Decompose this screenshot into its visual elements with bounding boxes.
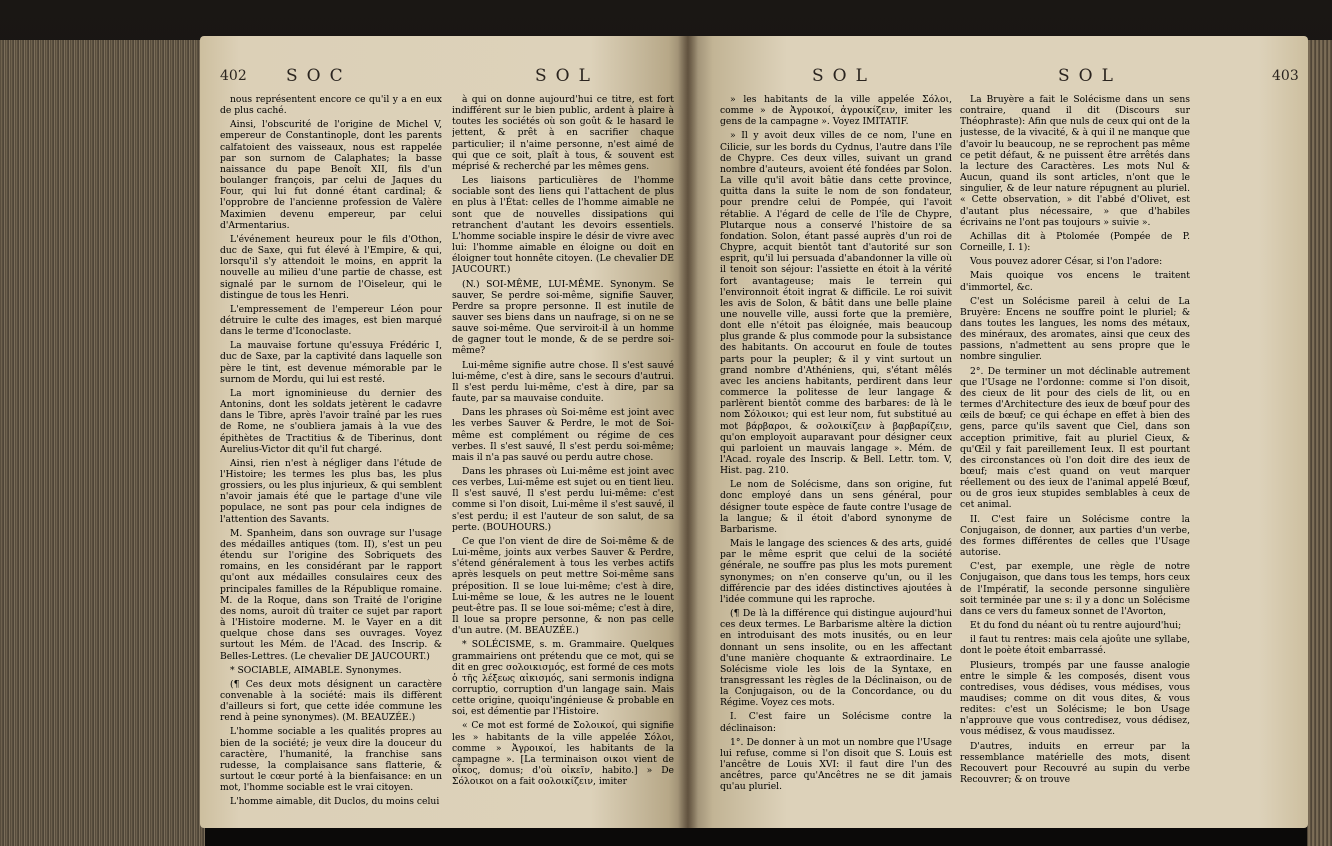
paragraph: 1°. De donner à un mot un nombre que l'Usage lui refuse, comme si l'on disoit que S. Louis est l'ancêtre de Louis XVI: il faut dire l'un des ancêtres, parce qu'Ancêtres ne se dit jamais qu'au pluriel.	[720, 736, 952, 793]
paragraph: Les liaisons particulières de l'homme sociable sont des liens qui l'attachent de plus en plus à l'État: celles de l'homme aimable ne sont que de nouvelles dissipations qui retranchent d'autant les devoirs essentiels. L'homme sociable inspire le désir de vivre avec lui: l'homme aimable en éloigne ou doit en éloigner tout honnête citoyen. (Le chevalier DE JAUCOURT.)	[452, 175, 674, 276]
paragraph: * SOLÉCISME, s. m. Grammaire. Quelques grammairiens ont prétendu que ce mot, qui se dit en grec σολοικισμός, est formé de ces mots ὁ τῆς λέξεως αἰκισμός, sani sermonis indigna corruptio, corruption d'un langage sain. Mais cette origine, quoiqu'ingénieuse & probable en soi, est démentie par l'Histoire.	[452, 639, 674, 718]
right-page-number: 403	[1272, 68, 1299, 84]
right-page-column-2	[960, 94, 1190, 788]
paragraph: Le nom de Solécisme, dans son origine, fut donc employé dans un sens général, pour désigner toute espèce de faute contre l'usage de la langue; & il étoit d'abord synonyme de Barbarisme.	[720, 479, 952, 535]
paragraph: » Il y avoit deux villes de ce nom, l'une en Cilicie, sur les bords du Cydnus, l'autre dans l'île de Chypre. Ces deux villes, suivant un grand nombre d'auteurs, avoient été fondées par Solon. La ville qu'il avoit bâtie dans cette province, quitta dans la suite le nom de son fondateur, pour prendre celui de Pompée, qui l'avoit rétablie. A l'égard de celle de l'île de Chypre, Plutarque nous a conservé l'histoire de sa fondation. Solon, étant passé auprès d'un roi de Chypre, acquit bientôt tant d'autorité sur son esprit, qu'il lui persuada d'abandonner la ville où il tenoit son séjour: l'assiette en étoit à la vérité fort avantageuse; mais le terrein qui l'environnoit étoit ingrat & difficile. Le roi suivit les avis de Solon, & bâtit dans une belle plaine une nouvelle ville, aussi forte que la première, dont elle n'étoit pas éloignée, mais beaucoup plus grande & plus commode pour la subsistance des habitants. On accourut en foule de toutes parts pour la peupler; & il y vint surtout un grand nombre d'Athéniens, qui, s'étant mêlés avec les anciens habitants, perdirent dans leur commerce la politesse de leur langage & parlèrent bientôt comme des barbares: de là le nom Σόλοικοι; qui est leur nom, fut substitué au mot βάρβαροι, & σολοικίζειν à βαρβαρίζειν, qu'on employoit auparavant pour désigner ceux qui parloient un mauvais langage ». Mém. de l'Acad. royale des Inscrip. & Bell. Lettr. tom. V, Hist. pag. 210.	[720, 130, 952, 477]
left-header-col1: SOC	[286, 66, 352, 86]
paragraph: Plusieurs, trompés par une fausse analogie entre le simple & les composés, disent vous contredises, vous dédises, vous médises, vous maudises; comme on dit vous dites, & vous redites: c'est un Solécisme; le bon Usage n'approuve que vous contredisez, vous dédisez, vous médisez, & vous maudissez.	[960, 659, 1190, 738]
paragraph: L'homme sociable a les qualités propres au bien de la société; je veux dire la douceur du caractère, l'humanité, la franchise sans rudesse, la complaisance sans flatterie, & surtout le cœur porté à la bienfaisance: en un mot, l'homme sociable est le vrai citoyen.	[220, 726, 442, 794]
paragraph: Dans les phrases où Lui-même est joint avec ces verbes, Lui-même est sujet ou en tient lieu. Il s'est sauvé, Il s'est perdu lui-même: c'est comme si l'on disoit, Lui-même il s'est sauvé, il s'est perdu; il est l'auteur de son salut, de sa perte. (BOUHOURS.)	[452, 466, 674, 533]
paragraph: (¶ De là la différence qui distingue aujourd'hui ces deux termes. Le Barbarisme altère la diction en introduisant des mots inusités, ou en leur donnant un sens insolite, ou en les affectant d'une manière choquante & extraordinaire. Le Solécisme viole les lois de la Syntaxe, en transgressant les règles de la Déclinaison, ou de la Conjugaison, ou de la Concordance, ou du Régime. Voyez ces mots.	[720, 608, 952, 709]
paragraph: (¶ Ces deux mots désignent un caractère convenable à la société: mais ils diffèrent d'ailleurs si fort, que cette idée commune les rend à peine synonymes). (M. BEAUZÉE.)	[220, 678, 442, 724]
right-header-col2: SOL	[1058, 66, 1122, 86]
paragraph: » les habitants de la ville appelée Σόλοι, comme » de Ἀγροικοί, ἀγροικίζειν, imiter les gens de la campagne ». Voyez IMITATIF.	[720, 94, 952, 128]
right-page-column-1	[720, 94, 952, 796]
book-gutter	[678, 36, 698, 828]
left-page-column-1	[220, 94, 442, 811]
paragraph: I. C'est faire un Solécisme contre la déclinaison:	[720, 711, 952, 734]
paragraph: L'homme aimable, dit Duclos, du moins celui	[230, 796, 440, 808]
paragraph: « Ce mot est formé de Σολοικοί, qui signifie les » habitants de la ville appelée Σόλοι, comme » Ἀγροικοί, les habitants de la campagne ». [La terminaison οικοι vient de οἶκος, domus; d'où οἰκεῖν, habito.] » De Σόλοικοι on a fait σολοικίζειν, imiter	[452, 720, 674, 788]
paragraph: La mort ignominieuse du dernier des Antonins, dont les soldats jetèrent le cadavre dans le Tibre, après l'avoir traîné par les rues de Rome, ne s'oubliera jamais à la vue des épithètes de Tractitius & de Tiberinus, dont Aurelius-Victor dit qu'il fut chargé.	[220, 387, 442, 455]
right-header-col1: SOL	[812, 66, 876, 86]
paragraph: Ainsi, l'obscurité de l'origine de Michel V, empereur de Constantinople, dont les parents calfatoient des vaisseaux, nous est rappelée par son surnom de Calaphates; la basse naissance du pape Benoît XII, fils d'un boulanger françois, par celui de Jaques du Four, qui lui fut donné étant cardinal; & l'opprobre de l'ancienne profession de Valère Maximien devenu empereur, par celui d'Armentarius.	[220, 119, 442, 231]
paragraph: C'est, par exemple, une règle de notre Conjugaison, que dans tous les temps, hors ceux de l'Impératif, la seconde personne singulière soit terminée par une s: il y a donc un Solécisme dans ce vers du fameux sonnet de l'Avorton,	[960, 561, 1190, 617]
paragraph: Mais quoique vos encens le traitent d'immortel, &c.	[960, 270, 1190, 293]
paragraph: * SOCIABLE, AIMABLE. Synonymes.	[230, 664, 402, 676]
paragraph: à qui on donne aujourd'hui ce titre, est fort indifférent sur le bien public, ardent à plaire à toutes les sociétés où son goût & le hasard le jettent, & prêt à en sacrifier chaque particulier; il n'aime personne, n'est aimé de qui que ce soit, plaît à tous, & souvent est méprisé & recherché par les mêmes gens.	[452, 94, 674, 172]
paragraph: C'est un Solécisme pareil à celui de La Bruyère: Encens ne souffre point le pluriel; & dans toutes les langues, les noms des métaux, des minéraux, des aromates, ainsi que ceux des passions, n'admettent au sens propre que le nombre singulier.	[960, 295, 1190, 363]
left-page-column-2	[452, 94, 674, 790]
paragraph: Vous pouvez adorer César, si l'on l'adore:	[970, 256, 1163, 268]
paragraph: Ce que l'on vient de dire de Soi-même & de Lui-même, joints aux verbes Sauver & Perdre, s'étend généralement à tous les verbes actifs après lesquels on peut mettre Soi-même sans préposition. Il se loue lui-même; c'est à dire, Lui-même se loue, & les autres ne le louent peut-être pas. Il se loue soi-même; c'est à dire, Il loue sa propre personne, & non pas celle d'un autre. (M. BEAUZÉE.)	[452, 535, 674, 637]
left-page-edges	[0, 40, 205, 846]
paragraph: Ainsi, rien n'est à négliger dans l'étude de l'Histoire; les termes les plus bas, les plus grossiers, ou les plus injurieux, & qui semblent n'avoir jamais été que le partage d'une vile populace, ne sont pas pour cela indignes de l'attention des Savants.	[220, 457, 442, 525]
paragraph: La Bruyère a fait le Solécisme dans un sens contraire, quand il dit (Discours sur Théophraste): Afin que nuls de ceux qui ont de la justesse, de la vivacité, & à qui il ne manque que d'avoir lu beaucoup, ne se reprochent pas même ce petit défaut, & ne puissent être arrêtés dans la lecture des Caractères. Les mots Nul & Aucun, quand ils sont articles, n'ont que le singulier, & de leur nature répugnent au pluriel. « Cette observation, » dit l'abbé d'Olivet, est d'autant plus nécessaire, » que d'habiles écrivains ne l'ont pas toujours » suivie ».	[960, 94, 1190, 228]
left-header-col2: SOL	[535, 66, 599, 86]
paragraph: L'événement heureux pour le fils d'Othon, duc de Saxe, qui fut élevé à l'Empire, & qui, lorsqu'il s'y attendoit le moins, en apprit la nouvelle au milieu d'une partie de chasse, est signalé par le surnom de l'Oiseleur, qui le distingue de tous les Henri.	[220, 233, 442, 301]
paragraph: nous représentent encore ce qu'il y a en eux de plus caché.	[220, 94, 442, 117]
paragraph: il faut tu rentres: mais cela ajoûte une syllabe, dont le poète étoit embarrassé.	[960, 634, 1190, 657]
paragraph: Mais le langage des sciences & des arts, guidé par le même esprit que celui de la société générale, ne souffre pas plus les mots purement synonymes; on n'en conserve qu'un, ou il les différencie par des idées distinctives ajoutées à l'idée commune qui les raproche.	[720, 538, 952, 605]
paragraph: M. Spanheim, dans son ouvrage sur l'usage des médailles antiques (tom. II), s'est un peu étendu sur l'origine des Sobriquets des romains, en les considérant par le rapport qu'ont aux médailles consulaires ceux des principales familles de la République romaine. M. de la Roque, dans son Traité de l'origine des noms, auroit dû traiter ce sujet par raport à l'Histoire moderne. M. le Vayer en a dit quelque chose dans ses ouvrages. Voyez surtout les Mém. de l'Acad. des Inscrip. & Belles-Lettres. (Le chevalier DE JAUCOURT.)	[220, 527, 442, 662]
paragraph: 2°. De terminer un mot déclinable autrement que l'Usage ne l'ordonne: comme si l'on disoit, des cieux de lit pour des ciels de lit, ou en termes d'Architecture des ieux de bœuf pour des œils de bœuf; ce qui échape en effet à bien des gens, parce qu'ils savent que Ciel, dans son acception primitive, fait au pluriel Cieux, & qu'Œil y fait pareillement Ieux. Il est pourtant des circonstances où l'on doit dire des ieux de bœuf; mais c'est quand on veut marquer réellement ou des ieux de l'animal appelé Bœuf, ou de gros ieux stupides semblables à ceux de cet animal.	[960, 365, 1190, 511]
paragraph: La mauvaise fortune qu'essuya Frédéric I, duc de Saxe, par la captivité dans laquelle son père le tint, est devenue mémorable par le surnom de Mordu, qui lui est resté.	[220, 340, 442, 385]
right-page-edges	[1307, 40, 1332, 846]
paragraph: L'empressement de l'empereur Léon pour détruire le culte des images, est bien marqué dans le terme d'Iconoclaste.	[220, 303, 442, 338]
paragraph: II. C'est faire un Solécisme contre la Conjugaison, de donner, aux parties d'un verbe, des formes différentes de celles que l'Usage autorise.	[960, 513, 1190, 559]
paragraph: Achillas dit à Ptolomée (Pompée de P. Corneille, I. 1):	[960, 230, 1190, 254]
paragraph: Dans les phrases où Soi-même est joint avec les verbes Sauver & Perdre, le mot de Soi-même est complément ou régime de ces verbes. Il s'est sauvé, Il s'est perdu soi-même; mais il n'a pas sauvé ou perdu autre chose.	[452, 407, 674, 463]
paragraph: (N.) SOI-MÊME, LUI-MÊME. Synonym. Se sauver, Se perdre soi-même, signifie Sauver, Perdre sa propre personne. Il est inutile de sauver ses biens dans un naufrage, si on ne se sauve soi-même. Que serviroit-il à un homme de gagner tout le monde, & de se perdre soi-même?	[452, 278, 674, 357]
paragraph: Et du fond du néant où tu rentre aujourd'hui;	[970, 620, 1182, 632]
left-page-number: 402	[220, 68, 247, 84]
paragraph: Lui-même signifie autre chose. Il s'est sauvé lui-même, c'est à dire, sans le secours d'autrui. Il s'est perdu lui-même, c'est à dire, par sa faute, par sa mauvaise conduite.	[452, 359, 674, 405]
paragraph: D'autres, induits en erreur par la ressemblance matérielle des mots, disent Recouvert pour Recouvré au supin du verbe Recouvrer; & on trouve	[960, 740, 1190, 786]
